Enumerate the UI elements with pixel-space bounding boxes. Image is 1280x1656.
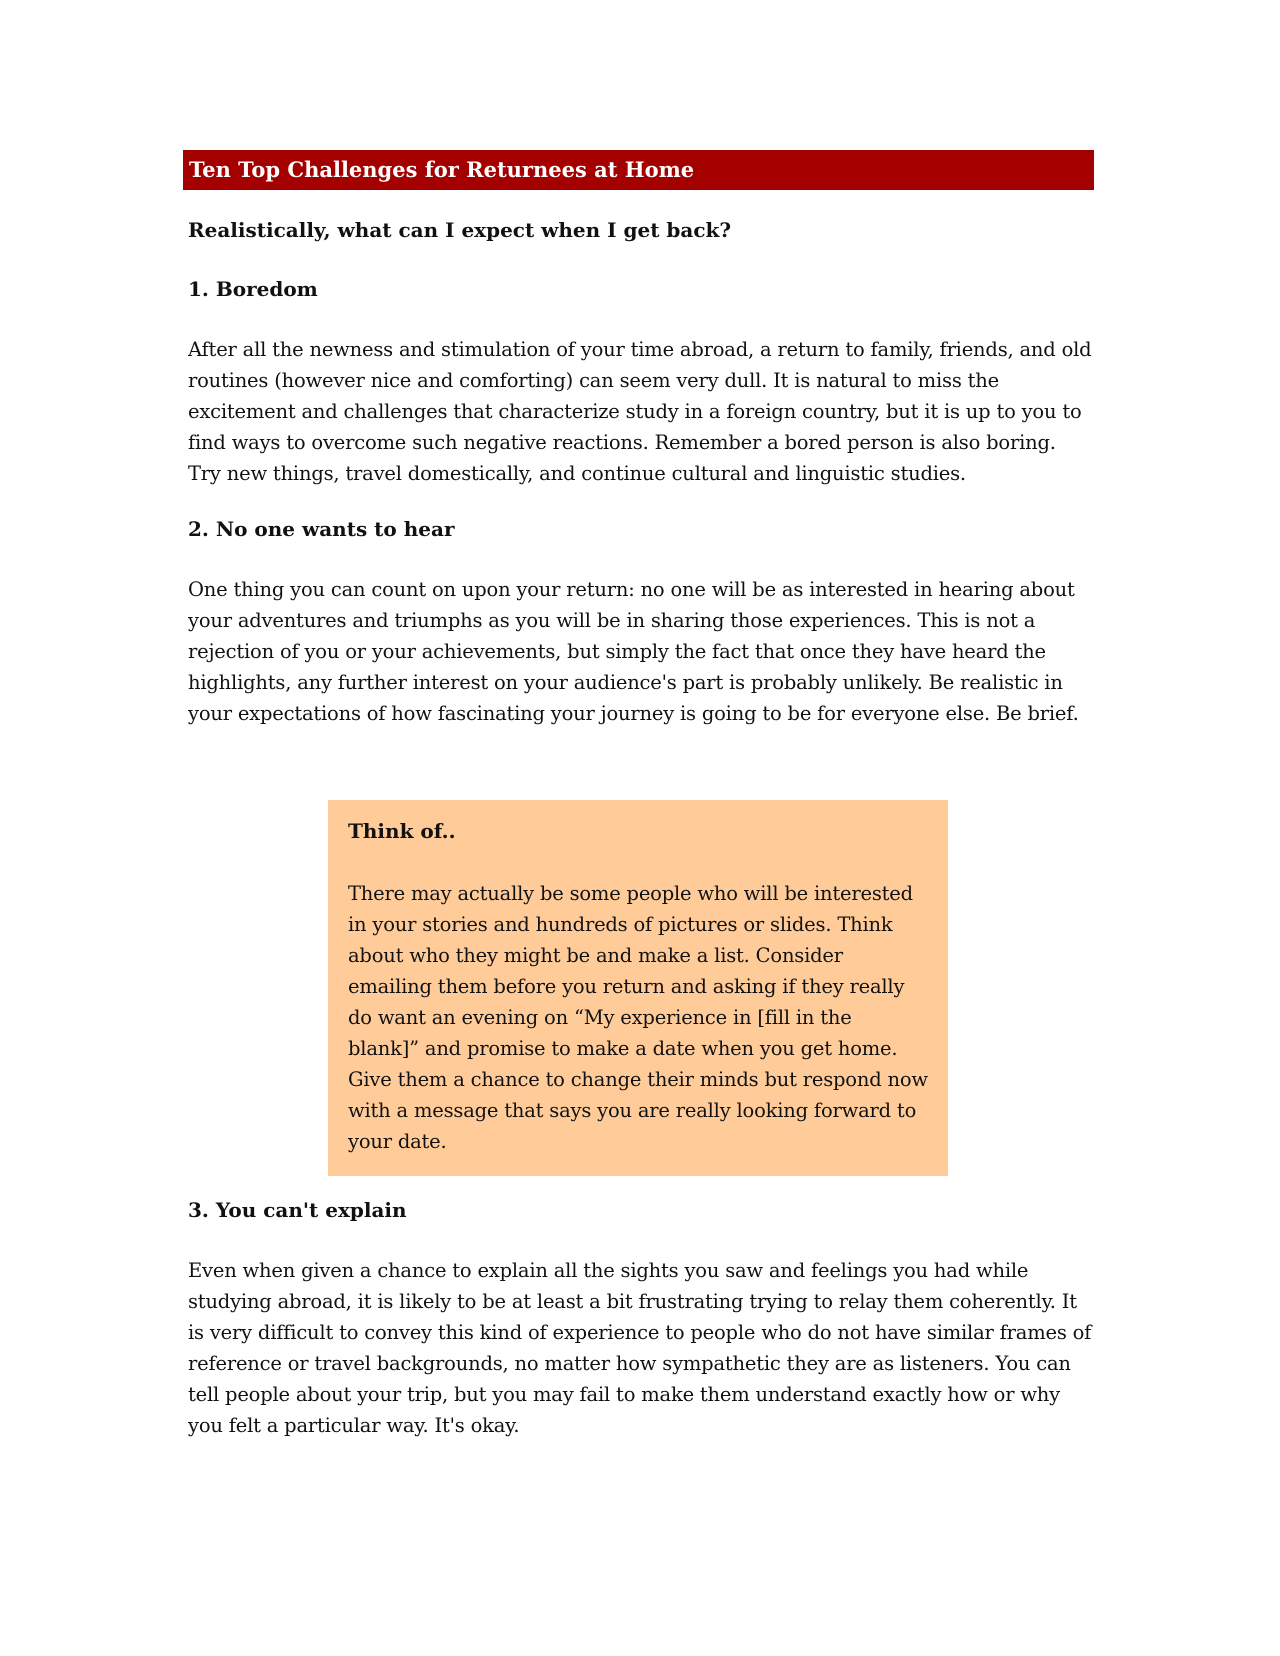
section-heading-you-cant-explain: 3. You can't explain — [188, 1198, 407, 1222]
section-heading-no-one-wants-to-hear: 2. No one wants to hear — [188, 517, 455, 541]
section-heading-boredom: 1. Boredom — [188, 277, 318, 301]
section-body-you-cant-explain: Even when given a chance to explain all the sights you saw and feelings you had while studying abroad, it is likely to be at least a bit frustrating trying to relay them coherently. It is very difficult to convey this kind of experience to people who do not have similar frames of reference or travel backgrounds, no matter how sympathetic they are as listeners. You can tell people about your trip, but you may fail to make them understand exactly how or why you felt a particular way. It's okay. — [188, 1259, 1092, 1437]
section-body-no-one-wants-to-hear: One thing you can count on upon your return: no one will be as interested in hearing about your adventures and triumphs as you will be in sharing those experiences. This is not a rejection of you or your achievements, but simply the fact that once they have heard the highlights, any further interest on your audience's part is probably unlikely. Be realistic in your expectations of how fascinating your journey is going to be for everyone else. Be brief. — [188, 578, 1079, 725]
think-of-callout — [328, 800, 948, 1176]
page-title: Ten Top Challenges for Returnees at Home — [183, 150, 1094, 190]
section-body-boredom: After all the newness and stimulation of your time abroad, a return to family, friends, and old routines (however nice and comforting) can seem very dull. It is natural to miss the excitement and challenges that characterize study in a foreign country, but it is up to you to find ways to overcome such negative reactions. Remember a bored person is also boring. Try new things, travel domestically, and continue cultural and linguistic studies. — [188, 338, 1092, 485]
intro-question: Realistically, what can I expect when I get back? — [188, 218, 732, 242]
callout-body: There may actually be some people who will be interested in your stories and hundreds of pictures or slides. Think about who they might be and make a list. Consider emailing them before you return and asking if they really do want an evening on “My experience in [fill in the blank]” and promise to make a date when you get home. Give them a chance to change their minds but respond now with a message that says you are really looking forward to your date. — [348, 882, 928, 1153]
callout-title: Think of.. — [348, 819, 456, 843]
